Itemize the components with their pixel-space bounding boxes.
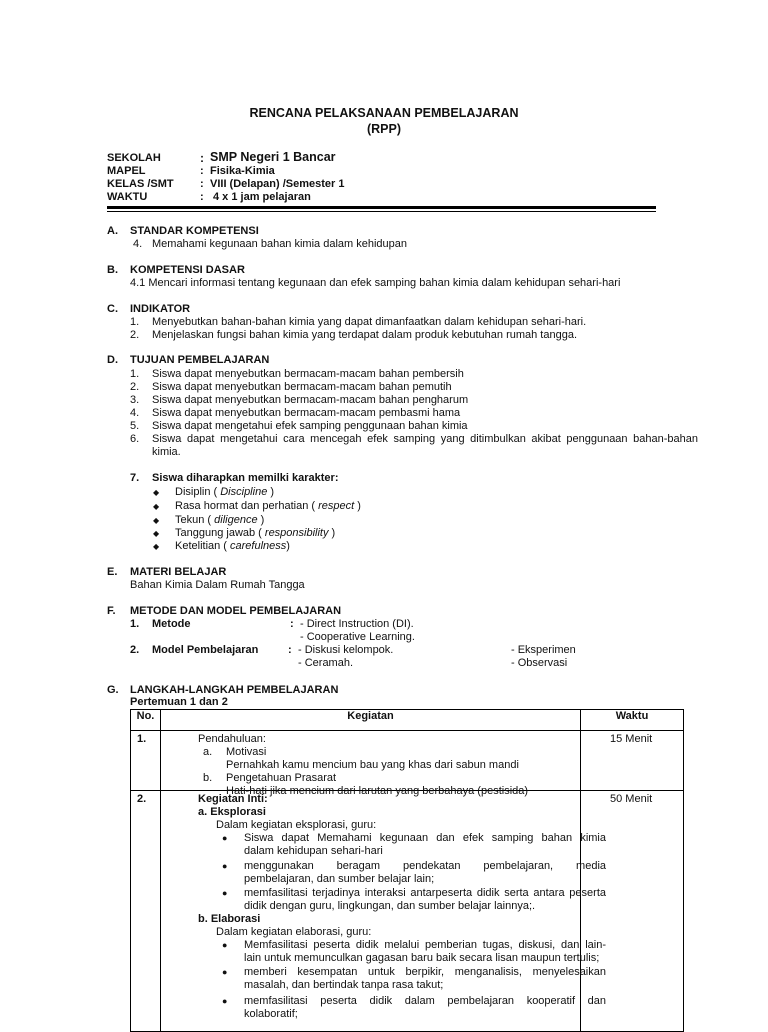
diamond-bullet-icon: ◆: [153, 502, 160, 511]
section-f-letter: F.: [107, 605, 116, 617]
karakter-english: responsibility: [264, 527, 329, 539]
indikator-num: 2.: [130, 329, 140, 341]
header-waktu: Waktu: [581, 710, 684, 731]
motivasi-text: Pernahkah kamu mencium bau yang khas dari sabun mandi: [226, 759, 519, 771]
table-header-row: [131, 710, 684, 731]
header-rule-thick: [107, 206, 656, 209]
elaborasi-title: b. Elaborasi: [198, 913, 261, 925]
karakter-english: respect: [318, 500, 355, 512]
karakter-close: ): [328, 527, 336, 539]
bullet-icon: ●: [222, 996, 228, 1006]
elaborasi-item: memberi kesempatan untuk berpikir, menganalisis, menyelesaikan: [244, 966, 606, 978]
tujuan-text: Siswa dapat menyebutkan bermacam-macam pembasmi hama: [152, 407, 461, 419]
kelas-value: VIII (Delapan) /Semester 1: [210, 178, 345, 190]
mapel-label: MAPEL: [107, 165, 146, 177]
karakter-num: 7.: [130, 472, 140, 484]
bullet-icon: ●: [222, 940, 228, 950]
motivasi-letter: a.: [203, 746, 213, 758]
tujuan-text: Siswa dapat menyebutkan bermacam-macam bahan pemutih: [152, 381, 452, 393]
mapel-value: Fisika-Kimia: [210, 165, 275, 177]
karakter-close: ): [286, 540, 290, 552]
section-g-heading: LANGKAH-LANGKAH PEMBELAJARAN: [130, 684, 339, 696]
section-a-item-text: Memahami kegunaan bahan kimia dalam kehidupan: [152, 238, 407, 250]
tujuan-num: 5.: [130, 420, 140, 432]
eksplorasi-item-cont: dalam kehidupan sehari-hari: [244, 845, 383, 857]
eksplorasi-item: menggunakan beragam pendekatan pembelajaran, media: [244, 860, 606, 872]
karakter-close: ): [354, 500, 361, 512]
tujuan-text-continued: kimia.: [152, 446, 181, 458]
metode-num: 1.: [130, 618, 140, 630]
kegiatan-inti-title: Kegiatan Inti:: [198, 793, 268, 805]
diamond-bullet-icon: ◆: [153, 488, 160, 497]
header-rule-thin: [107, 211, 656, 212]
row-number: 2.: [137, 793, 147, 805]
pertemuan-label: Pertemuan 1 dan 2: [130, 696, 228, 708]
diamond-bullet-icon: ◆: [153, 542, 160, 551]
section-b-item-text: 4.1 Mencari informasi tentang kegunaan dan efek samping bahan kimia dalam kehidupan sehari-hari: [130, 277, 621, 289]
model-item: - Observasi: [511, 657, 568, 669]
table-row: [131, 731, 684, 791]
elaborasi-item: memfasilitasi peserta didik dalam pembelajaran kooperatif dan: [244, 995, 606, 1007]
indikator-num: 1.: [130, 316, 140, 328]
waktu-colon: :: [200, 191, 204, 203]
karakter-english: diligence: [214, 514, 258, 526]
sekolah-value: SMP Negeri 1 Bancar: [210, 150, 336, 164]
tujuan-text: Siswa dapat mengetahui efek samping penggunaan bahan kimia: [152, 420, 468, 432]
section-c-letter: C.: [107, 303, 118, 315]
bullet-icon: ●: [222, 888, 228, 898]
karakter-close: ): [267, 486, 275, 498]
row-number: 1.: [137, 733, 147, 745]
eksplorasi-item-cont: didik dengan guru, lingkungan, dan sumber belajar lainnya;.: [244, 900, 536, 912]
karakter-english: carefulness: [230, 540, 287, 552]
bullet-icon: ●: [222, 861, 228, 871]
eksplorasi-title: a. Eksplorasi: [198, 806, 266, 818]
tujuan-num: 2.: [130, 381, 140, 393]
pendahuluan-title: Pendahuluan:: [198, 733, 266, 745]
metode-colon: :: [290, 618, 294, 630]
eksplorasi-item-cont: pembelajaran, dan sumber belajar lain;: [244, 873, 435, 885]
tujuan-text: Siswa dapat menyebutkan bermacam-macam bahan pembersih: [152, 368, 464, 380]
section-e-heading: MATERI BELAJAR: [130, 566, 227, 578]
karakter-text: Tanggung jawab (: [175, 527, 265, 539]
bullet-icon: ●: [222, 967, 228, 977]
prasarat-letter: b.: [203, 772, 213, 784]
waktu-label: WAKTU: [107, 191, 148, 203]
tujuan-num: 4.: [130, 407, 140, 419]
row-duration: 15 Menit: [610, 733, 653, 745]
tujuan-num: 3.: [130, 394, 140, 406]
karakter-text: Rasa hormat dan perhatian (: [175, 500, 319, 512]
eksplorasi-intro: Dalam kegiatan eksplorasi, guru:: [216, 819, 377, 831]
diamond-bullet-icon: ◆: [153, 529, 160, 538]
model-item: - Eksperimen: [511, 644, 576, 656]
tujuan-num: 6.: [130, 433, 140, 445]
metode-item: - Cooperative Learning.: [300, 631, 415, 643]
elaborasi-item-cont: kolaboratif;: [244, 1008, 298, 1020]
sekolah-label: SEKOLAH: [107, 152, 161, 164]
karakter-text: Disiplin (: [175, 486, 221, 498]
model-item: - Diskusi kelompok.: [298, 644, 394, 656]
model-label: Model Pembelajaran: [152, 644, 259, 656]
metode-label: Metode: [152, 618, 191, 630]
header-kegiatan: Kegiatan: [161, 710, 581, 731]
waktu-value: 4 x 1 jam pelajaran: [213, 191, 311, 203]
indikator-text: Menyebutkan bahan-bahan kimia yang dapat dimanfaatkan dalam kehidupan sehari-hari.: [152, 316, 587, 328]
tujuan-num: 1.: [130, 368, 140, 380]
document-title: RENCANA PELAKSANAAN PEMBELAJARAN: [249, 106, 519, 120]
motivasi-title: Motivasi: [226, 746, 267, 758]
section-e-item-text: Bahan Kimia Dalam Rumah Tangga: [130, 579, 305, 591]
karakter-heading: Siswa diharapkan memilki karakter:: [152, 472, 339, 484]
eksplorasi-item: memfasilitasi terjadinya interaksi antarpeserta didik serta antara peserta: [244, 887, 606, 899]
section-f-heading: METODE DAN MODEL PEMBELAJARAN: [130, 605, 342, 617]
section-c-heading: INDIKATOR: [130, 303, 191, 315]
section-d-letter: D.: [107, 354, 118, 366]
row-duration: 50 Menit: [610, 793, 653, 805]
diamond-bullet-icon: ◆: [153, 516, 160, 525]
section-a-heading: STANDAR KOMPETENSI: [130, 225, 259, 237]
header-no: No.: [131, 710, 161, 731]
section-b-heading: KOMPETENSI DASAR: [130, 264, 245, 276]
mapel-colon: :: [200, 165, 204, 177]
model-colon: :: [288, 644, 292, 656]
section-b-letter: B.: [107, 264, 118, 276]
model-num: 2.: [130, 644, 140, 656]
elaborasi-item-cont: masalah, dan bertindak tanpa rasa takut;: [244, 979, 444, 991]
table-row: [131, 791, 684, 1032]
eksplorasi-item: Siswa dapat Memahami kegunaan dan efek samping bahan kimia: [244, 832, 606, 844]
model-item: - Ceramah.: [298, 657, 354, 669]
elaborasi-item-cont: lain untuk memunculkan gagasan baru baik secara lisan maupun tertulis;: [244, 952, 600, 964]
elaborasi-intro: Dalam kegiatan elaborasi, guru:: [216, 926, 372, 938]
section-e-letter: E.: [107, 566, 118, 578]
elaborasi-item: Memfasilitasi peserta didik melalui pemberian tugas, diskusi, dan lain-: [244, 939, 606, 951]
karakter-text: Ketelitian (: [175, 540, 231, 552]
kelas-label: KELAS /SMT: [107, 178, 174, 190]
indikator-text: Menjelaskan fungsi bahan kimia yang terdapat dalam produk kebutuhan rumah tangga.: [152, 329, 577, 341]
bullet-icon: ●: [222, 833, 228, 843]
sekolah-colon: :: [200, 151, 204, 165]
tujuan-text: Siswa dapat mengetahui cara mencegah efek samping yang ditimbulkan akibat penggunaan bahan-bahan: [152, 433, 698, 445]
section-a-item-num: 4.: [133, 238, 143, 250]
tujuan-text: Siswa dapat menyebutkan bermacam-macam bahan pengharum: [152, 394, 469, 406]
prasarat-title: Pengetahuan Prasarat: [226, 772, 337, 784]
kelas-colon: :: [200, 178, 204, 190]
karakter-english: Discipline: [220, 486, 268, 498]
section-g-letter: G.: [107, 684, 119, 696]
metode-item: - Direct Instruction (DI).: [300, 618, 414, 630]
kegiatan-table: [130, 709, 684, 1032]
prasarat-text: Hati-hati jika mencium dari larutan yang berbahaya (pestisida): [226, 785, 529, 797]
karakter-text: Tekun (: [175, 514, 215, 526]
document-subtitle: (RPP): [366, 122, 402, 136]
karakter-close: ): [257, 514, 265, 526]
section-a-letter: A.: [107, 225, 118, 237]
section-d-heading: TUJUAN PEMBELAJARAN: [130, 354, 270, 366]
